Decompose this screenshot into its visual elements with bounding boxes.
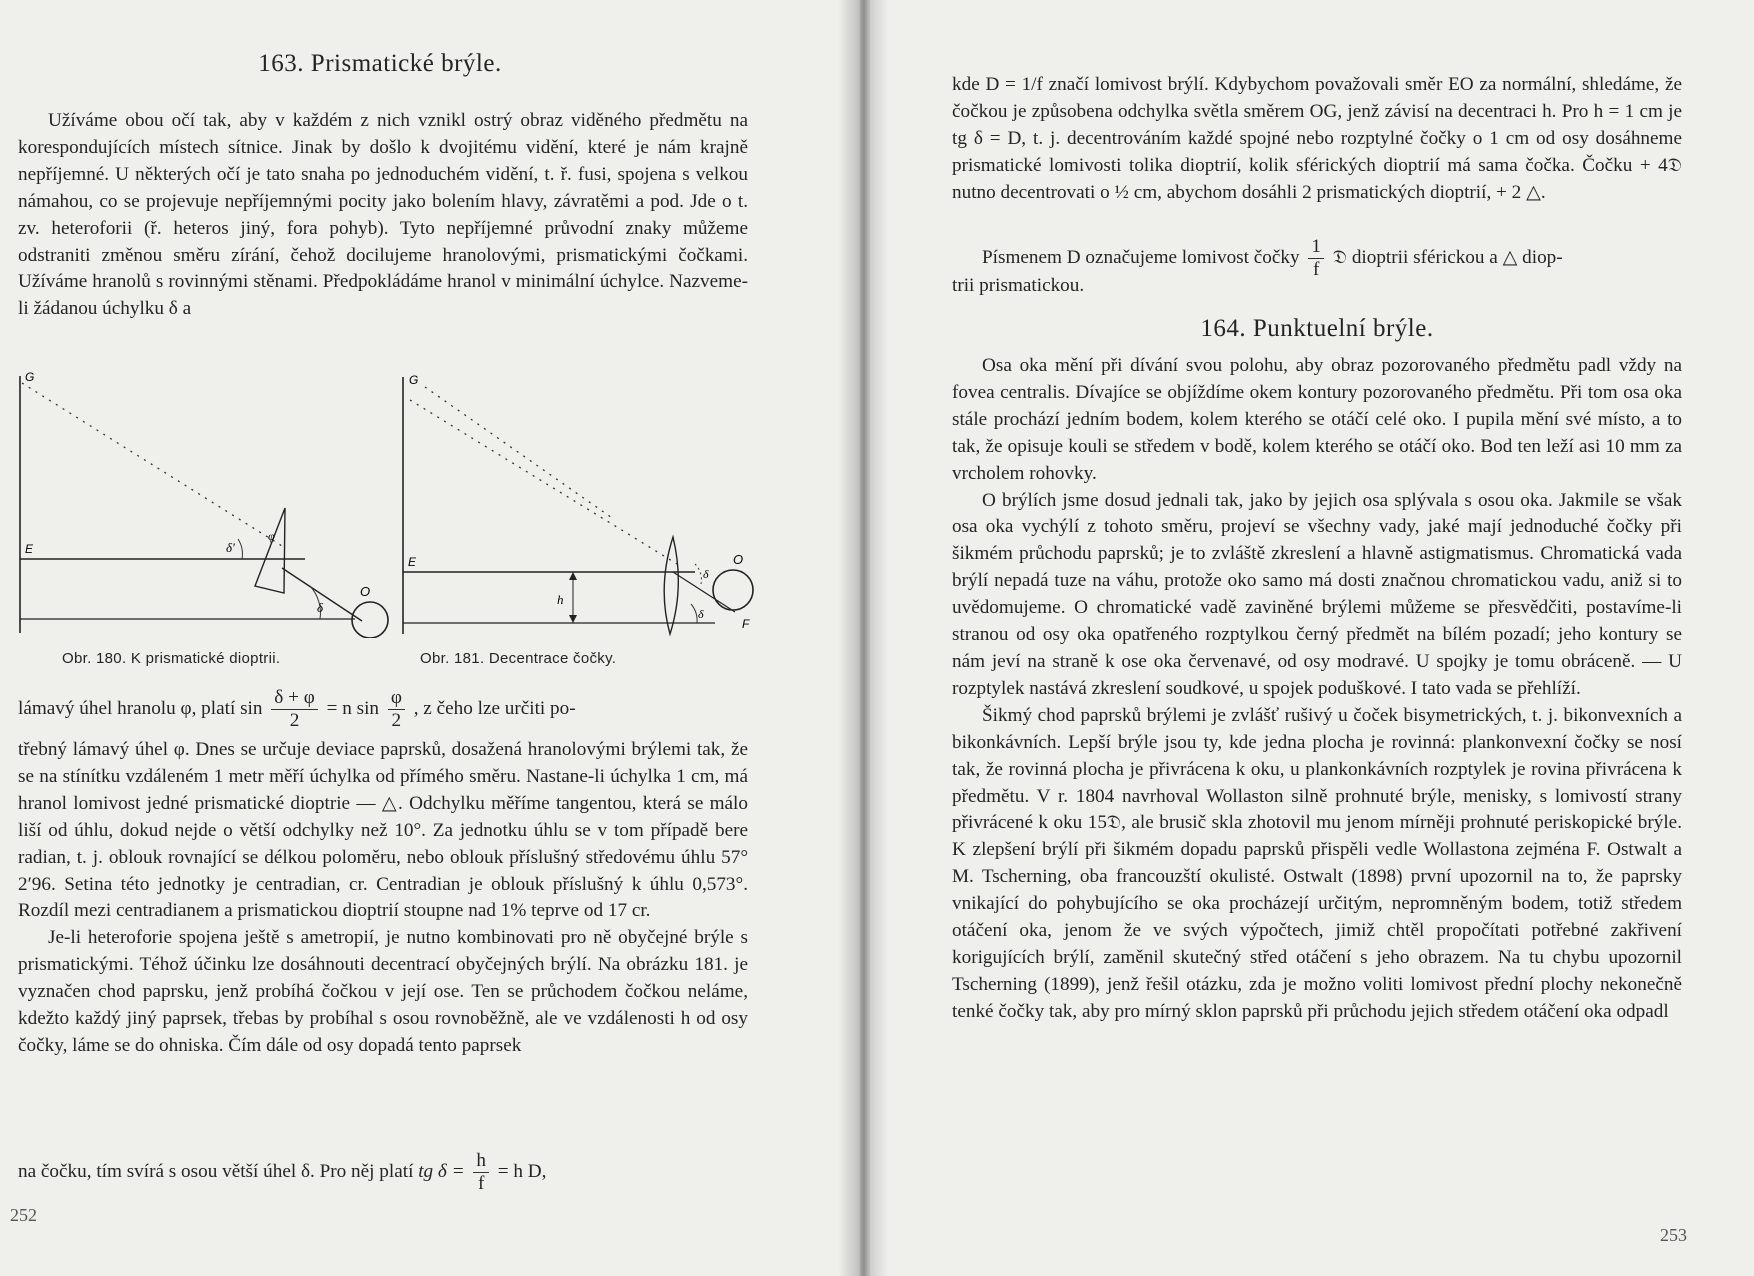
label-g: G bbox=[25, 370, 35, 384]
figure-180-prismatic-dioptre bbox=[10, 368, 390, 638]
label-delta-1: δ bbox=[703, 567, 709, 581]
label-phi: φ bbox=[268, 529, 275, 543]
angle-arc-2 bbox=[691, 604, 697, 623]
right-paragraph-2 bbox=[952, 353, 1682, 1026]
fraction-2-numerator: φ bbox=[388, 687, 405, 710]
arrow-down bbox=[569, 615, 577, 623]
fraction-2-denominator: 2 bbox=[391, 710, 402, 731]
book-gutter bbox=[838, 0, 888, 1276]
section-heading-163: 163. Prismatické brýle. bbox=[258, 50, 502, 77]
right-page bbox=[870, 0, 1754, 1276]
formula-text-before: lámavý úhel hranolu φ, platí sin bbox=[18, 697, 263, 719]
figure-181-caption: Obr. 181. Decentrace čočky. bbox=[420, 650, 617, 667]
left-paragraph-1 bbox=[18, 108, 748, 323]
paragraph-text: Užíváme obou očí tak, aby v každém z nich vznikl ostrý obraz viděného předmětu na korespondujících místech sítnice. Jinak by došlo k dvojitému vidění, které je nám krajně nepříjemné. U některých očí je tato snaha po jednoduchém vidění, t. ř. fusi, spojena s velkou námahou, co se projevuje nepříjemnými pocity jako bolením hlavy, závratěmi a pod. Jde o t. zv. heteroforii (ř. heteros jiný, fora pohyb). Tyto nepříjemné průvodní znaky můžeme odstraniti změnou směru zírání, čehož docilujeme hranolovými, prismatickými čočkami. Užíváme hranolů s rovinnými stěnami. Předpokládáme hranol v minimální úchylce. Nazveme-li žádanou úchylku δ a bbox=[18, 110, 748, 320]
symbol-line-before: Písmenem D označujeme lomivost čočky bbox=[982, 246, 1300, 268]
fraction-2 bbox=[388, 687, 405, 732]
deviated-ray bbox=[22, 383, 282, 546]
symbol-line-after: 𝔇 dioptrii sférickou a △ diop- bbox=[1332, 246, 1563, 268]
left-page bbox=[0, 0, 860, 1276]
page-number-right: 253 bbox=[1660, 1225, 1687, 1245]
angle-arc-1 bbox=[695, 564, 701, 584]
page-number-left: 252 bbox=[10, 1205, 37, 1225]
label-delta-prime: δ' bbox=[226, 540, 235, 555]
figure-180-caption: Obr. 180. K prismatické dioptrii. bbox=[62, 650, 281, 667]
fraction-numerator: 1 bbox=[1308, 236, 1324, 259]
left-paragraph-2 bbox=[18, 737, 748, 1060]
fraction-1-numerator: δ + φ bbox=[271, 687, 318, 710]
figure-181-lens-decentration bbox=[395, 372, 765, 642]
label-delta: δ bbox=[317, 600, 324, 615]
label-h: h bbox=[557, 592, 564, 607]
label-o: O bbox=[733, 552, 744, 567]
paragraph-text: třebný lámavý úhel φ. Dnes se určuje deviace paprsků, dosažená hranolovými brýlemi tak, že se na stínítku vzdáleném 1 metr měří úchylka od přímého směru. Nastane-li úchylka 1 cm, má hranol lomivost jedné prismatické dioptrie — △. Odchylku měříme tangentou, která se málo liší od úhlu, dokud nejde o větší odchylky než 10°. Za jednotku úhlu se v tom případě bere radian, t. j. oblouk rovnající se délkou poloměru, nebo oblouk příslušný středovému úhlu 57° 2′96. Setina této jednotky je centradian, cr. Centradian je oblouk příslušný k úhlu 0,573°. Rozdíl mezi centradianem a prismatickou dioptrií stoupne nad 1% teprve od 17 cr. bbox=[18, 739, 748, 922]
paragraph-text: Šikmý chod paprsků brýlemi je zvlášť rušivý u čoček bisymetrických, t. j. bikonvexních a bikonkávních. Lepší brýle jsou ty, kde jedna plocha je rovinná: plankonvexní čočky se nosí tak, že rovinná plocha je přivrácena k oku, u plankonkávních rozptylek je rovina přivrácena k předmětu. V r. 1804 navrhoval Wollaston silně prohnuté brýle, menisky, s lomivostí strany přivrácené k oku 15𝔇, ale brusič skla zhotovil mu jenom mírněji prohnuté periskopické brýle. K zlepšení brýlí při šikmém dopadu paprsků přispěli vedle Wollastona zejména F. Ostwalt a M. Tscherning, oba francouzští okulisté. Ostwalt (1898) první upozornil na to, že paprsky vnikající do pohybujícího se oka procházejí určitým, nepromněným bodem, totiž středem otáčení oka, jenom že ve svých výpočtech, jimiž chtěl propočítati potřebné zakřivení korigujících brýlí, zaměnil skutečný střed otáčení s jeho obrazem. Na tu chybu upozornil Tscherning (1899), jenž řešil otázku, zda je možno voliti lomivost přední plochy nekonečně tenké čočky tak, aby pro mírný sklon paprsků při průchodu jejich středem otáčení oka odpadl bbox=[952, 704, 1682, 1022]
fraction-f-denominator: f bbox=[477, 1173, 485, 1194]
last-line-tg: tg δ = bbox=[418, 1160, 465, 1182]
label-delta-2: δ bbox=[698, 607, 704, 621]
angle-arc-1 bbox=[238, 539, 242, 559]
fraction-denominator: f bbox=[1312, 259, 1320, 280]
symbol-line-2: trii prismatickou. bbox=[952, 275, 1085, 296]
fraction-1 bbox=[271, 687, 318, 732]
paragraph-text: Osa oka mění při dívání svou polohu, aby obraz pozorovaného předmětu padl vždy na fovea centralis. Dívajíce se objíždíme okem kontury pozorovaného předmětu. Při tom osa oka stále prochází jedním bodem, kolem kterého se otáčí celé oko. I pupila mění své místo, a to tak, že opisuje kouli se středem v bodě, kolem kterého se otáčí oko. Bod ten leží asi 10 mm za vrcholem rohovky. bbox=[952, 355, 1682, 484]
eye-circle bbox=[352, 602, 388, 638]
eye-circle bbox=[713, 570, 753, 610]
paragraph-text: Je-li heteroforie spojena ještě s ametropií, je nutno kombinovati pro ně obyčejné brýle s prismatickými. Téhož účinku lze dosáhnouti decentrací obyčejných brýlí. Na obrázku 181. je vyznačen chod paprsku, jenž probíhá čočkou v její ose. Ten se průchodem čočkou neláme, kdežto každý jiný paprsek, třebas by probíhal s osou rovnoběžně, ale ve vzdálenosti h od osy čočky, láme se do ohniska. Čím dále od osy dopadá tento paprsek bbox=[18, 927, 748, 1056]
last-formula-line bbox=[18, 1150, 748, 1195]
fraction-1-f bbox=[1308, 236, 1324, 281]
paragraph-text: kde D = 1/f značí lomivost brýlí. Kdybychom považovali směr EO za normální, shledáme, že čočkou je způsobena odchylka světla směrem OG, jenž závisí na decentraci h. Pro h = 1 cm je tg δ = D, t. j. decentrováním každé spojné nebo rozptylné čočky o 1 cm od osy dosáhneme prismatické lomivosti tolika dioptrií, kolik sférických dioptrií má sama čočka. Čočku + 4𝔇 nutno decentrovati o ½ cm, abychom dosáhli 2 prismatických dioptrií, + 2 △. bbox=[952, 74, 1682, 203]
formula-line bbox=[18, 687, 748, 732]
label-f: F bbox=[742, 617, 750, 631]
label-o: O bbox=[360, 584, 371, 599]
label-e: E bbox=[25, 542, 34, 556]
label-e: E bbox=[408, 555, 417, 569]
formula-text-middle: = n sin bbox=[326, 697, 380, 719]
arrow-up bbox=[569, 572, 577, 580]
last-line-before: na čočku, tím svírá s osou větší úhel δ. Pro něj platí bbox=[18, 1160, 414, 1182]
formula-text-after: , z čeho lze určiti po- bbox=[413, 697, 576, 719]
last-line-after: = h D, bbox=[497, 1160, 547, 1182]
paragraph-text: O brýlích jsme dosud jednali tak, jako by jejich osa splývala s osou oka. Jakmile se však osa oka vychýlí z tohoto směru, projeví se všechny vady, jaké mají jednoduché čočky při šikmém průchodu paprsků; je to zvláště zkreslení a hlavně astigmatismus. Chromatická vada brýlí nepadá tuze na váhu, protože oko samo má dosti značnou chromatickou vadu, aniž si to uvědomujeme. O chromatické vadě zaviněné brýlemi můžeme se přesvědčiti, postavíme-li stranou od osy oka opatřeného rozptylkou černý předmět na bílém pozadí; jeho kontury se nám jeví na straně k ose oka červenavé, od osy modravé. U spojky je tomu obráceně. — U rozptylek nastává zkreslení soudkové, u spojek poduškové. I tato vada se přehlíží. bbox=[952, 489, 1682, 699]
lens-shape bbox=[664, 537, 678, 634]
section-heading-164: 164. Punktuelní brýle. bbox=[1200, 315, 1434, 342]
upper-dashed-ray bbox=[425, 387, 615, 520]
prism-shape bbox=[255, 508, 285, 593]
fraction-1-denominator: 2 bbox=[289, 710, 300, 731]
right-paragraph-1 bbox=[952, 72, 1682, 207]
fraction-h-f bbox=[473, 1150, 489, 1195]
fraction-h-numerator: h bbox=[473, 1150, 489, 1173]
label-g: G bbox=[409, 373, 419, 387]
symbol-line bbox=[982, 236, 1682, 281]
deviated-ray bbox=[410, 400, 677, 564]
